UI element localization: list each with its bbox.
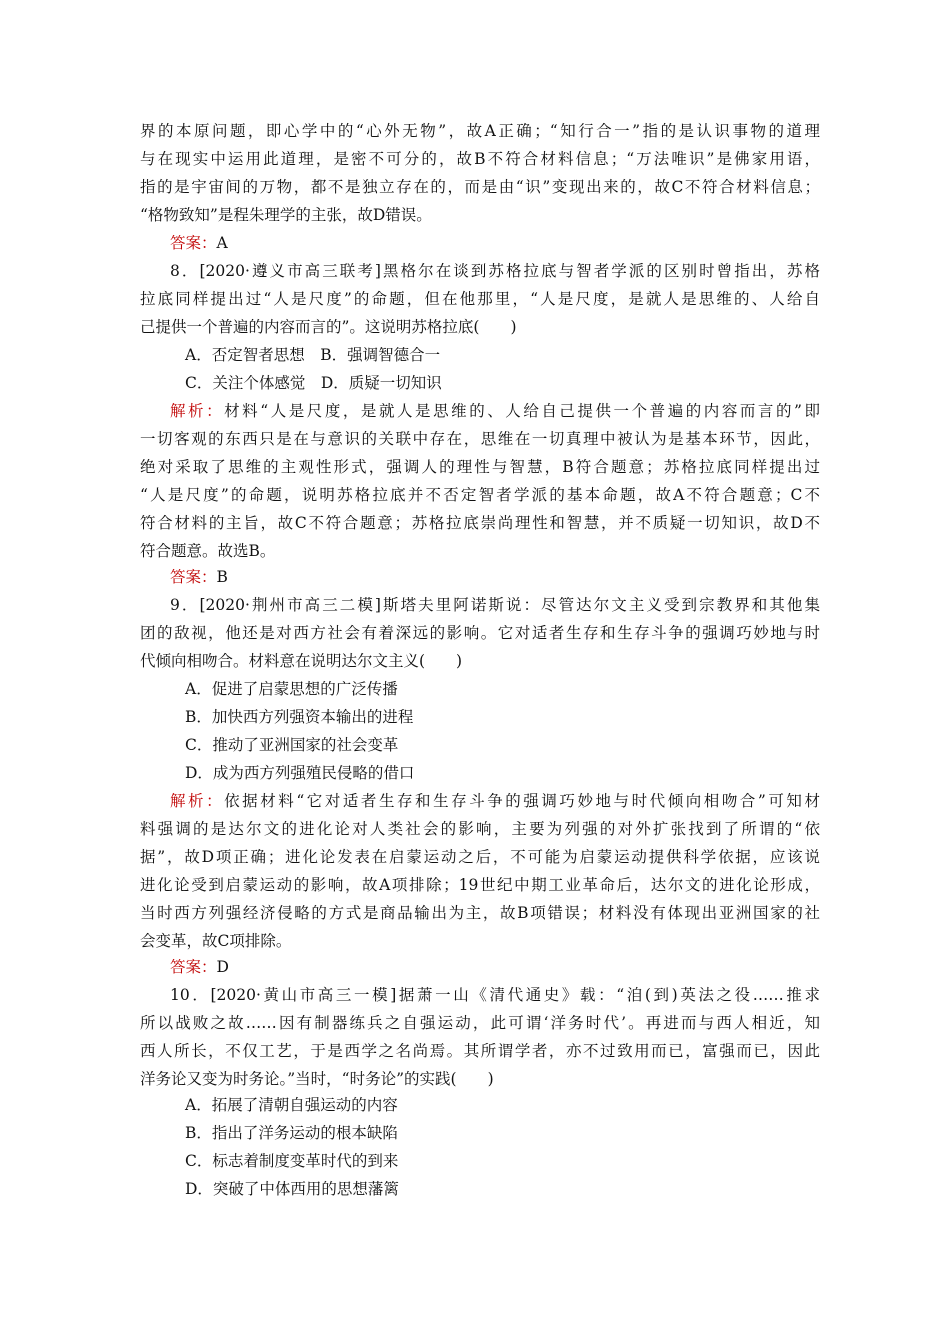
q8-stem-line: 8．[2020·遵义市高三联考]黑格尔在谈到苏格拉底与智者学派的区别时曾指出，苏格 <box>170 262 820 280</box>
analysis-text: 依据材料“它对适者生存和生存斗争的强调巧妙地与时代倾向相吻合”可知材 <box>224 792 820 810</box>
q10-stem-line: 洋务论又变为时务论。”当时，“时务论”的实践( ) <box>140 1070 494 1088</box>
q9-option-c: C．推动了亚洲国家的社会变革 <box>185 736 399 754</box>
q10-stem-line: 西人所长，不仅工艺，于是西学之名尚焉。其所谓学者，亦不过致用而已，富强而已，因此 <box>140 1042 820 1060</box>
q9-stem-line: 代倾向相吻合。材料意在说明达尔文主义( ) <box>140 652 463 670</box>
q9-stem-line: 团的敌视，他还是对西方社会有着深远的影响。它对适者生存和生存斗争的强调巧妙地与时 <box>140 624 820 642</box>
q7-analysis-line: 界的本原问题，即心学中的“心外无物”，故A正确；“知行合一”指的是认识事物的道理 <box>140 122 820 140</box>
answer-value: B <box>216 568 228 586</box>
q7-analysis-line: 指的是宇宙间的万物，都不是独立存在的，而是由“识”变现出来的，故C不符合材料信息； <box>140 178 820 196</box>
answer-value: D <box>216 958 229 976</box>
answer-label: 答案： <box>170 958 217 976</box>
q10-stem-line: 10．[2020·黄山市高三一模]据萧一山《清代通史》载：“洎(到)英法之役……推求 <box>170 986 820 1004</box>
q9-analysis-line: 据”，故D项正确；进化论发表在启蒙运动之后，不可能为启蒙运动提供科学依据，应该说 <box>140 848 820 866</box>
q8-analysis-line: “人是尺度”的命题，说明苏格拉底并不否定智者学派的基本命题，故A不符合题意；C不 <box>140 486 820 504</box>
q8-analysis-line: 一切客观的东西只是在与意识的关联中存在，思维在一切真理中被认为是基本环节，因此， <box>140 430 820 448</box>
q8-analysis-line <box>170 399 820 423</box>
q9-option-d: D．成为西方列强殖民侵略的借口 <box>185 764 415 782</box>
q10-option-a: A．拓展了清朝自强运动的内容 <box>185 1096 398 1114</box>
q8-stem-line: 己提供一个普遍的内容而言的”。这说明苏格拉底( ) <box>140 318 517 336</box>
q8-analysis-line: 符合题意。故选B。 <box>140 542 276 560</box>
analysis-label: 解析： <box>170 402 225 420</box>
answer-label: 答案： <box>170 568 217 586</box>
q10-option-b: B．指出了洋务运动的根本缺陷 <box>185 1124 398 1142</box>
q9-analysis-line: 会变革，故C项排除。 <box>140 932 292 950</box>
q9-stem-line: 9．[2020·荆州市高三二模]斯塔夫里阿诺斯说：尽管达尔文主义受到宗教界和其他集 <box>170 596 820 614</box>
q7-answer <box>170 231 820 255</box>
answer-label: 答案： <box>170 234 217 252</box>
q8-options-ab: A．否定智者思想 B．强调智德合一 <box>185 346 441 364</box>
q7-analysis-line: “格物致知”是程朱理学的主张，故D错误。 <box>140 206 432 224</box>
q9-analysis-line: 进化论受到启蒙运动的影响，故A项排除；19世纪中期工业革命后，达尔文的进化论形成， <box>140 876 820 894</box>
q9-analysis-line: 料强调的是达尔文的进化论对人类社会的影响，主要为列强的对外扩张找到了所谓的“依 <box>140 820 820 838</box>
q10-stem-line: 所以战败之故……因有制器练兵之自强运动，此可谓‘洋务时代’。再进而与西人相近，知 <box>140 1014 820 1032</box>
q8-options-cd: C．关注个体感觉 D．质疑一切知识 <box>185 374 442 392</box>
analysis-label: 解析： <box>170 792 225 810</box>
q9-answer <box>170 955 820 979</box>
q8-analysis-line: 符合材料的主旨，故C不符合题意；苏格拉底崇尚理性和智慧，并不质疑一切知识，故D不 <box>140 514 820 532</box>
q9-option-b: B．加快西方列强资本输出的进程 <box>185 708 414 726</box>
q10-option-c: C．标志着制度变革时代的到来 <box>185 1152 399 1170</box>
q10-option-d: D．突破了中体西用的思想藩篱 <box>185 1180 399 1198</box>
answer-value: A <box>216 234 228 252</box>
q7-analysis-line: 与在现实中运用此道理，是密不可分的，故B不符合材料信息；“万法唯识”是佛家用语， <box>140 150 820 168</box>
q9-analysis-line: 当时西方列强经济侵略的方式是商品输出为主，故B项错误；材料没有体现出亚洲国家的社 <box>140 904 820 922</box>
q8-stem-line: 拉底同样提出过“人是尺度”的命题，但在他那里，“人是尺度，是就人是思维的、人给自 <box>140 290 820 308</box>
analysis-text: 材料“人是尺度，是就人是思维的、人给自己提供一个普遍的内容而言的”即 <box>224 402 820 420</box>
q9-option-a: A．促进了启蒙思想的广泛传播 <box>185 680 398 698</box>
q8-answer <box>170 565 820 589</box>
q8-analysis-line: 绝对采取了思维的主观性形式，强调人的理性与智慧，B符合题意；苏格拉底同样提出过 <box>140 458 820 476</box>
q9-analysis-line <box>170 789 820 813</box>
